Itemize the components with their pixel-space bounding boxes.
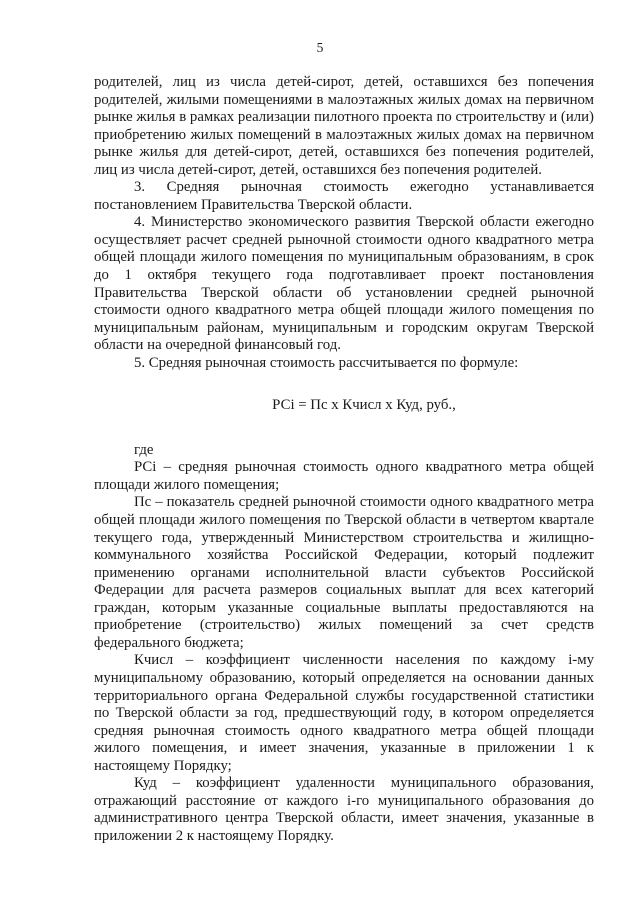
paragraph-item-4: 4. Министерство экономического развития Тверской области ежегодно осуществляет расчет средней рыночной стоимости одного квадратного метра общей площади жилого помещения по муниципальным образованиям, в срок до 1 октября текущего года подготавливает проект постановления Правительства Тверской области об установлении средней рыночной стоимости одного квадратного метра общей площади жилого помещения по муниципальным районам, муниципальным и городским округам Тверской области на очередной финансовый год. — [94, 214, 594, 354]
paragraph-continuation: родителей, лиц из числа детей-сирот, детей, оставшихся без попечения родителей, жилыми помещениями в малоэтажных жилых домах на первичном рынке жилья в рамках реализации пилотного проекта по строительству и (или) приобретению жилых помещений в малоэтажных жилых домах на первичном рынке жилья для детей-сирот, детей, оставшихся без попечения родителей, лиц из числа детей-сирот, детей, оставшихся без попечения родителей. — [94, 74, 594, 178]
formula: РСi = Пс x Кчисл x Куд, руб., — [272, 397, 456, 414]
definition-kud: Куд – коэффициент удаленности муниципального образования, отражающий расстояние от каждого i-го муниципального образования до административного центра Тверской области, имеет значения, указанные в приложении 2 к настоящему Порядку. — [94, 775, 594, 844]
paragraph-item-5: 5. Средняя рыночная стоимость рассчитывается по формуле: — [134, 354, 519, 371]
definition-ps: Пс – показатель средней рыночной стоимости одного квадратного метра общей площади жилого помещения по Тверской области в четвертом квартале текущего года, утвержденный Министерством строительства и жилищно-коммунального хозяйства Российской Федерации, который подлежит применению органами исполнительной власти субъектов Российской Федерации для расчета размеров социальных выплат для всех категорий граждан, которым указанные социальные выплаты предоставляются на приобретение (строительство) жилых помещений за счет средств федерального бюджета; — [94, 494, 594, 651]
where-label: где — [134, 441, 154, 458]
definition-rsi: РСi – средняя рыночная стоимость одного квадратного метра общей площади жилого помещения; — [94, 459, 594, 493]
page-number: 5 — [316, 40, 324, 55]
document-body — [94, 74, 594, 845]
definition-kchisl: Кчисл – коэффициент численности населения по каждому i-му муниципальному образованию, который определяется на основании данных территориального органа Федеральной службы государственной статистики по Тверской области за год, предшествующий году, в котором определяется средняя рыночная стоимость одного квадратного метра общей площади жилого помещения, и имеет значения, указанные в приложении 1 к настоящему Порядку; — [94, 652, 594, 774]
paragraph-item-3: 3. Средняя рыночная стоимость ежегодно устанавливается постановлением Правительства Тверской области. — [94, 179, 594, 213]
